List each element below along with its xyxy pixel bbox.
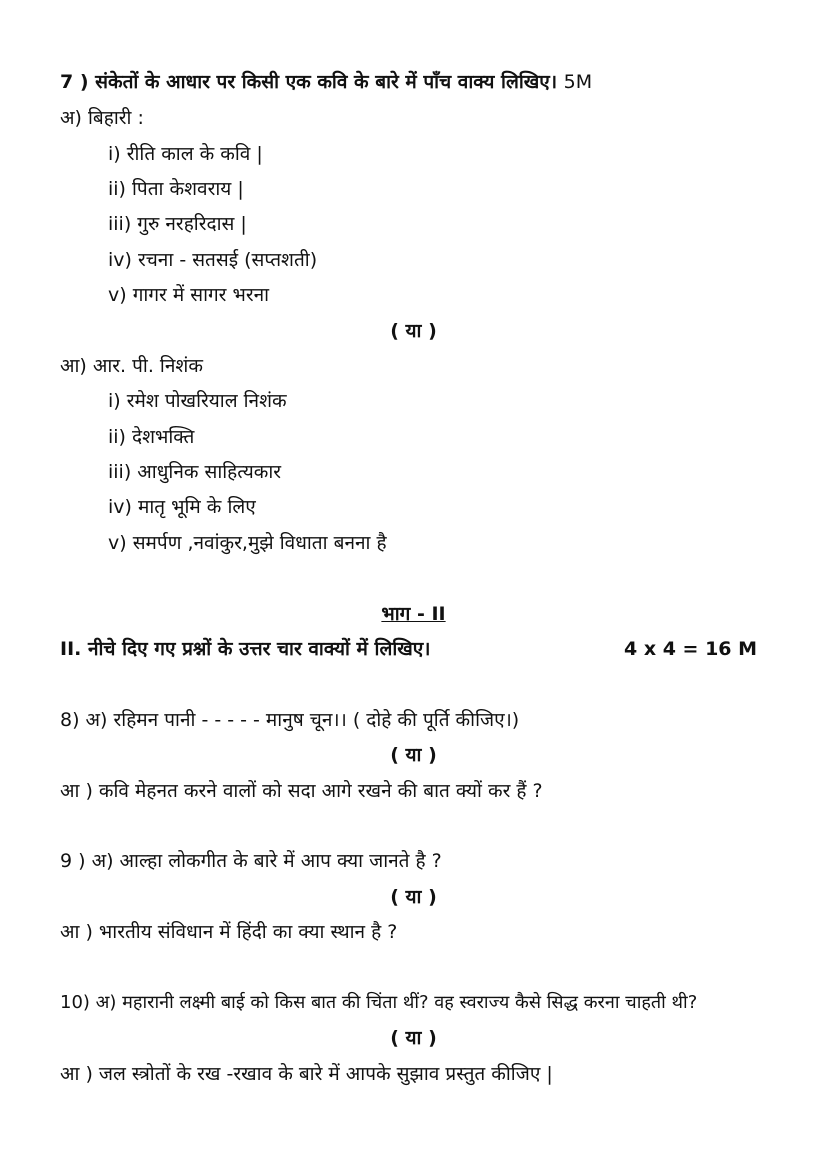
option-a-heading: अ) बिहारी : bbox=[60, 107, 144, 129]
part-instruction: II. नीचे दिए गए प्रश्नों के उत्तर चार वाक्यों में लिखिए। bbox=[60, 638, 431, 660]
option-b-item-3: iii) आधुनिक साहित्यकार bbox=[108, 461, 282, 483]
option-a-item-2: ii) पिता केशवराय | bbox=[108, 178, 244, 200]
question-9-b: आ ) भारतीय संविधान में हिंदी का क्या स्थान है ? bbox=[60, 921, 398, 943]
question-10-a: 10) अ) महारानी लक्ष्मी बाई को किस बात की चिंता थीं? वह स्वराज्य कैसे सिद्ध करना चाहती थी? bbox=[60, 992, 698, 1013]
option-b-heading: आ) आर. पी. निशंक bbox=[60, 355, 203, 377]
option-b-item-1: i) रमेश पोखरियाल निशंक bbox=[108, 390, 287, 412]
question-7-marks: 5M bbox=[563, 71, 593, 93]
option-a-item-1: i) रीति काल के कवि | bbox=[108, 143, 263, 165]
question-7-text: 7 ) संकेतों के आधार पर किसी एक कवि के बारे में पाँच वाक्य लिखिए। bbox=[60, 71, 558, 93]
question-8-a: 8) अ) रहिमन पानी - - - - - मानुष चून।। ( दोहे की पूर्ति कीजिए।) bbox=[60, 709, 520, 731]
question-10-b: आ ) जल स्त्रोतों के रख -रखाव के बारे में आपके सुझाव प्रस्तुत कीजिए | bbox=[60, 1063, 553, 1085]
part-heading-text: भाग - II bbox=[381, 603, 446, 625]
part-marks: 4 x 4 = 16 M bbox=[624, 638, 758, 660]
option-a-item-3: iii) गुरु नरहरिदास | bbox=[108, 213, 247, 235]
question-8-b: आ ) कवि मेहनत करने वालों को सदा आगे रखने की बात क्यों कर हैं ? bbox=[60, 780, 543, 802]
question-7-title bbox=[60, 70, 592, 94]
option-b-item-2: ii) देशभक्ति bbox=[108, 426, 195, 448]
part-heading bbox=[0, 602, 827, 626]
or-separator: ( या ) bbox=[390, 1027, 437, 1049]
option-b-item-4: iv) मातृ भूमि के लिए bbox=[108, 496, 256, 518]
option-a-item-4: iv) रचना - सतसई (सप्तशती) bbox=[108, 249, 318, 271]
or-separator: ( या ) bbox=[390, 744, 437, 766]
option-b-item-5: v) समर्पण ,नवांकुर,मुझे विधाता बनना है bbox=[108, 532, 387, 554]
or-separator: ( या ) bbox=[390, 886, 437, 908]
or-separator: ( या ) bbox=[390, 320, 437, 342]
question-9-a: 9 ) अ) आल्हा लोकगीत के बारे में आप क्या जानते है ? bbox=[60, 850, 442, 872]
option-a-item-5: v) गागर में सागर भरना bbox=[108, 284, 270, 306]
